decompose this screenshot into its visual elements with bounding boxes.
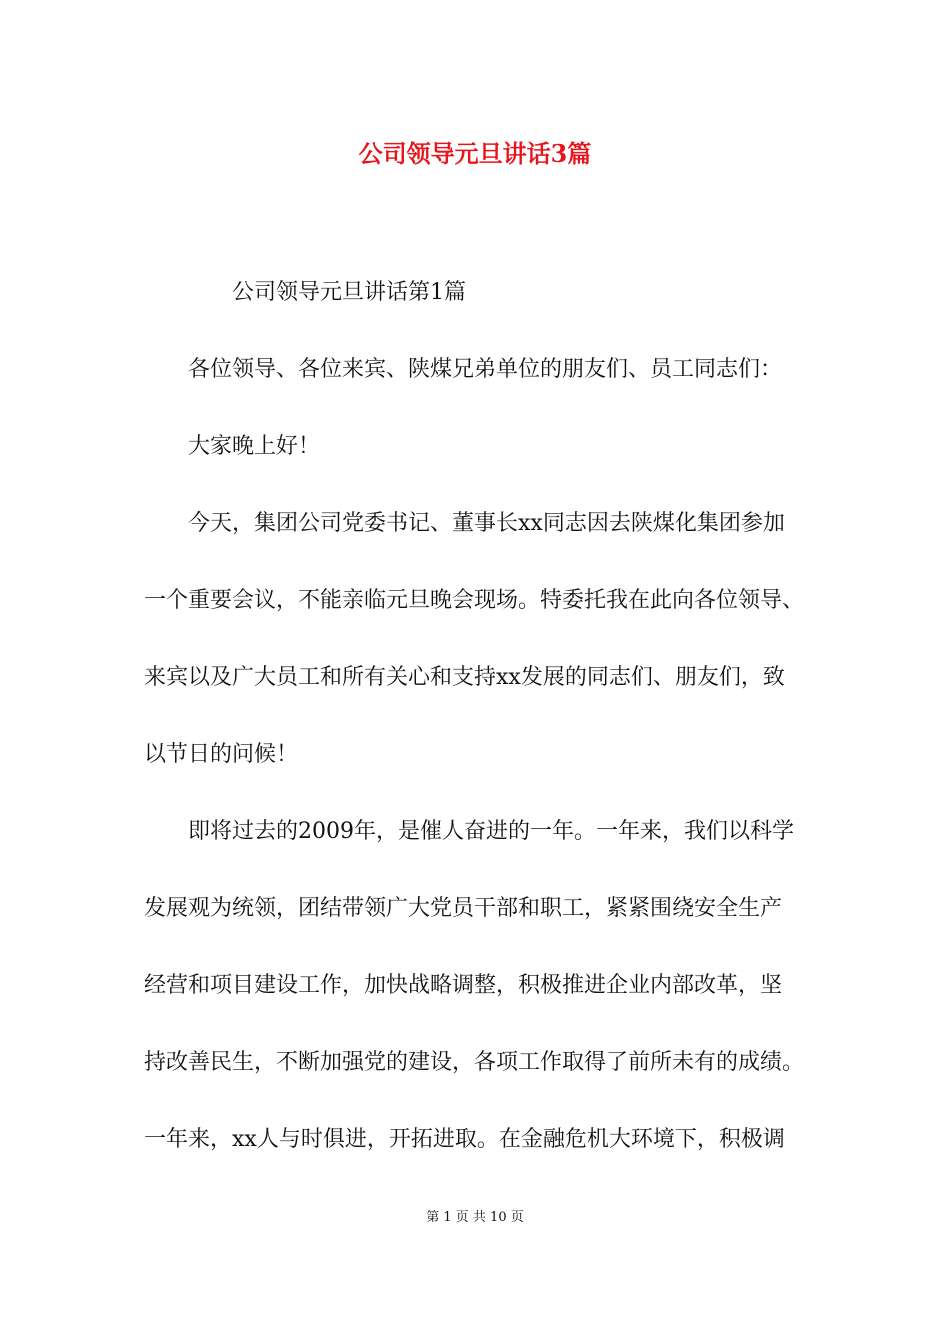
paragraph-line: 持改善民生，不断加强党的建设，各项工作取得了前所未有的成绩。 — [144, 1050, 805, 1075]
paragraph-line: 一年来，xx人与时俱进，开拓进取。在金融危机大环境下，积极调 — [144, 1127, 785, 1152]
paragraph-line: 来宾以及广大员工和所有关心和支持xx发展的同志们、朋友们，致 — [144, 665, 785, 690]
salutation-paragraph: 各位领导、各位来宾、陕煤兄弟单位的朋友们、员工同志们： — [188, 357, 783, 382]
greeting-paragraph: 大家晚上好！ — [188, 434, 321, 459]
section-heading: 公司领导元旦讲话第1篇 — [232, 280, 466, 305]
paragraph-line: 经营和项目建设工作，加快战略调整，积极推进企业内部改革，坚 — [144, 973, 783, 998]
document-title: 公司领导元旦讲话3篇 — [358, 139, 592, 168]
document-body — [144, 270, 814, 1194]
paragraph-line: 即将过去的2009年，是催人奋进的一年。一年来，我们以科学 — [188, 819, 794, 844]
paragraph-line: 今天，集团公司党委书记、董事长xx同志因去陕煤化集团参加 — [188, 511, 785, 536]
page-number-footer: 第 1 页 共 10 页 — [426, 1210, 524, 1225]
paragraph-line: 一个重要会议，不能亲临元旦晚会现场。特委托我在此向各位领导、 — [144, 588, 805, 613]
paragraph-line: 以节日的问候！ — [144, 742, 299, 767]
paragraph-line: 发展观为统领，团结带领广大党员干部和职工，紧紧围绕安全生产 — [144, 896, 783, 921]
